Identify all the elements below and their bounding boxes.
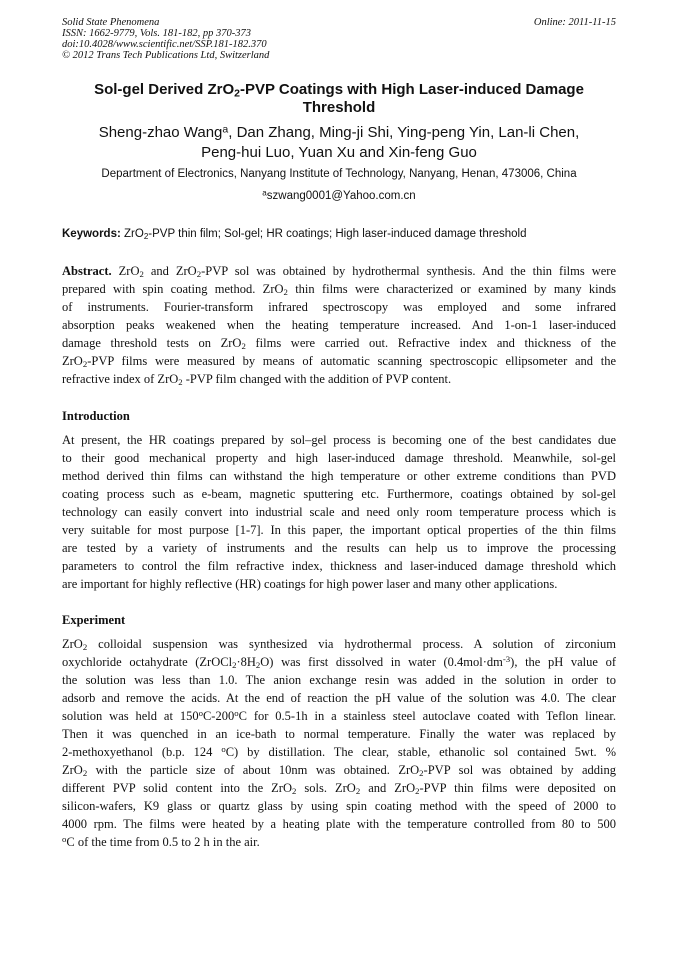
text-line: technology can easily convert into industrial scale and need only room temperature process which is (62, 505, 616, 519)
text-run: and ZrO (150, 264, 197, 278)
text-run: 2-methoxyethanol (b.p. 124 (62, 745, 222, 759)
text-run: oxychloride octahydrate (ZrOCl (62, 655, 233, 669)
abstract (62, 262, 616, 388)
copyright-line: © 2012 Trans Tech Publications Ltd, Switzerland (62, 50, 270, 61)
text-run: with the particle size of about 10nm was obtained. ZrO (95, 763, 420, 777)
text-run: C of the time from 0.5 to 2 h in the air. (66, 835, 260, 849)
subscript: 2 (82, 642, 88, 653)
text-line (62, 653, 616, 671)
text-run: ZrO (62, 763, 83, 777)
text-run: and ZrO (368, 781, 416, 795)
subscript: 2 (139, 269, 144, 280)
text-line: Then it was quenched in an ice-bath to normal temperature. Finally the water was replaced by (62, 727, 616, 741)
paper-title (62, 81, 616, 117)
keywords (62, 227, 616, 241)
text-line (62, 707, 616, 725)
text-run: -PVP sol was obtained by adding (423, 763, 616, 777)
online-date-text: Online: 2011-11-15 (533, 17, 616, 28)
text-run: colloidal suspension was synthesized via hydrothermal process. A solution of zirconium (98, 637, 616, 651)
author-email (62, 189, 616, 203)
superscript: a (262, 188, 267, 198)
text-line: very suitable for most purpose [1-7]. In this paper, the important optical properties of the thin films (62, 523, 616, 537)
journal-name: Solid State Phenomena (62, 17, 160, 28)
text-run: sols. ZrO (304, 781, 356, 795)
text-line (62, 761, 616, 779)
superscript: a (222, 123, 229, 136)
keywords-text: -PVP thin film; Sol-gel; HR coatings; High laser-induced damage threshold (148, 228, 527, 240)
text-line: 4000 rpm. The films were heated by a heating plate with the temperature controlled from 80 to 500 (62, 817, 616, 831)
subscript: 2 (283, 287, 288, 298)
text-line (62, 370, 616, 388)
superscript: o (221, 744, 226, 755)
abstract-label: Abstract. (62, 264, 112, 278)
subscript: 2 (143, 232, 149, 241)
text-line: are important for highly reflective (HR) coatings for high power laser and many other applications. (62, 577, 558, 591)
section-heading-introduction: Introduction (62, 409, 130, 423)
text-line: to their good mechanical property and high laser-induced damage threshold. Meanwhile, sol-gel (62, 451, 616, 465)
issn-line: ISSN: 1662-9779, Vols. 181-182, pp 370-373 (62, 28, 251, 39)
affiliation: Department of Electronics, Nanyang Institute of Technology, Nanyang, Henan, 473006, China (101, 168, 577, 180)
subscript: 2 (292, 786, 297, 797)
text-line (62, 635, 616, 653)
text-line: coating process such as e-beam, magnetic sputtering etc. Furthermore, coatings obtained by sol-gel (62, 487, 616, 501)
text-line (62, 833, 616, 851)
text-line (62, 280, 616, 298)
text-line: adsorb and remove the acids. At the end of reaction the pH value of the solution was 4.0. The clear (62, 691, 616, 705)
author-names: Peng-hui Luo, Yuan Xu and Xin-feng Guo (201, 144, 477, 161)
text-run: C-200 (202, 709, 235, 723)
author-name: Sheng-zhao Wang (98, 124, 223, 141)
email-address[interactable]: szwang0001@Yahoo.com.cn (266, 190, 416, 202)
title-part: -PVP Coatings with High Laser-induced Damage (239, 81, 584, 98)
text-run: ZrO (62, 354, 83, 368)
text-run: C) by distillation. The clear, stable, ethanolic sol contained 5wt. % (225, 745, 616, 759)
title-part: Sol-gel Derived ZrO (94, 81, 235, 98)
text-run: -PVP thin films were deposited on (419, 781, 616, 795)
subscript: 2 (196, 269, 202, 280)
superscript: o (198, 708, 203, 719)
text-line (62, 334, 616, 352)
section-heading-experiment: Experiment (62, 613, 126, 627)
text-run: refractive index of ZrO (62, 372, 179, 386)
text-run: different PVP solid content into the ZrO (62, 781, 292, 795)
subscript: 2 (255, 660, 261, 671)
subscript: 2 (178, 377, 183, 388)
author-names: , Dan Zhang, Ming-ji Shi, Ying-peng Yin, Lan-li Chen, (228, 124, 580, 141)
subscript: 2 (415, 786, 420, 797)
subscript: 2 (419, 768, 424, 779)
text-run: -PVP sol was obtained by hydrothermal synthesis. And the thin films were (201, 264, 616, 278)
superscript: -3 (502, 654, 511, 665)
text-line: At present, the HR coatings prepared by sol–gel process is becoming one of the best candidates due (62, 433, 616, 447)
title-part: Threshold (302, 99, 376, 116)
text-run: thin films were characterized or examined by many kinds (295, 282, 616, 296)
text-line: the solution was less than 1.0. The anion exchange resin was added in the solution in order to (62, 673, 616, 687)
doi-line: doi:10.4028/www.scientific.net/SSP.181-182.370 (62, 39, 267, 50)
journal-info (62, 17, 269, 61)
text-run: ZrO (62, 637, 83, 651)
text-line: silicon-wafers, K9 glass or quartz glass by using spin coating method with the speed of 2000 to (62, 799, 616, 813)
text-run: solution was held at 150 (62, 709, 199, 723)
text-line (62, 743, 616, 761)
text-line: method derived thin films can withstand the high temperature or other extreme conditions than PVD (62, 469, 616, 483)
subscript: 2 (234, 87, 240, 100)
introduction-body (62, 431, 616, 593)
text-line: parameters to control the film refractive index, thickness and laser-induced damage threshold which (62, 559, 616, 573)
text-line (62, 352, 616, 370)
superscript: o (62, 834, 67, 845)
subscript: 2 (232, 660, 237, 671)
keywords-label: Keywords: (62, 228, 121, 240)
author-list (62, 123, 616, 163)
text-run: films were carried out. Refractive index and thickness of the (255, 336, 616, 350)
superscript: o (234, 708, 239, 719)
text-line: of instruments. Fourier-transform infrared spectroscopy was employed and some infrared (62, 300, 616, 314)
text-run: -PVP films were measured by means of automatic scanning spectroscopic ellipsometer and the (87, 354, 616, 368)
subscript: 2 (241, 341, 246, 352)
text-run: damage threshold tests on ZrO (62, 336, 242, 350)
subscript: 2 (82, 768, 88, 779)
experiment-body (62, 635, 616, 851)
text-line (62, 262, 616, 280)
subscript: 2 (355, 786, 361, 797)
text-line: absorption peaks weakened when the heating temperature increased. And 1-on-1 laser-induced (62, 318, 616, 332)
text-run: -PVP film changed with the addition of PVP content. (185, 372, 452, 386)
text-run: C for 0.5-1h in a stainless steel autoclave coated with Teflon linear. (238, 709, 616, 723)
keywords-text: ZrO (124, 228, 144, 240)
text-run: ), the pH value of (510, 655, 616, 669)
text-line (62, 779, 616, 797)
text-run: prepared with spin coating method. ZrO (62, 282, 284, 296)
text-run: ·8H (236, 655, 256, 669)
text-line: are tested by a variety of instruments and the results can help us to improve the processing (62, 541, 616, 555)
text-run: O) was first dissolved in water (0.4mol·dm (260, 655, 503, 669)
subscript: 2 (82, 359, 88, 370)
online-date (534, 17, 616, 28)
text-run: ZrO (118, 264, 140, 278)
